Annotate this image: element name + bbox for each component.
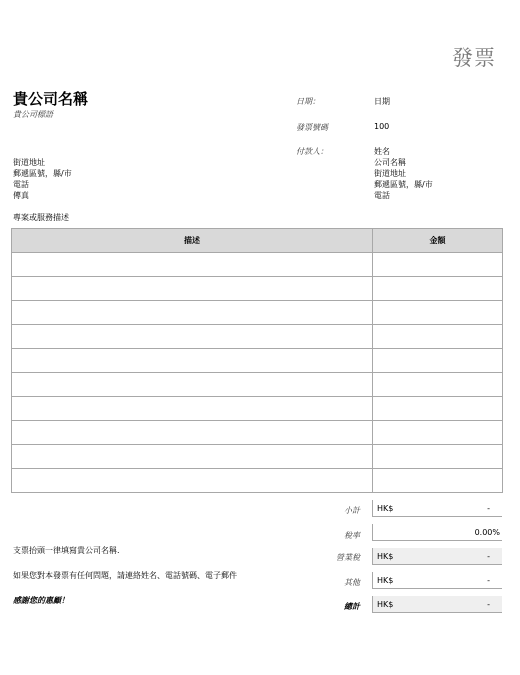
questions-note: 如果您對本發票有任何問題，請連絡姓名、電話號碼、電子郵件 <box>13 571 237 580</box>
table-row <box>12 373 503 397</box>
amount-cell[interactable] <box>373 421 503 445</box>
payer-label: 付款人： <box>296 147 328 156</box>
amount-cell[interactable] <box>373 253 503 277</box>
payer-phone: 電話 <box>374 191 390 200</box>
project-description-label: 專案或服務描述 <box>13 213 69 222</box>
description-cell[interactable] <box>12 397 373 421</box>
amount-cell[interactable] <box>373 373 503 397</box>
business-tax-label: 營業稅 <box>336 553 360 562</box>
sender-phone: 電話 <box>13 180 29 189</box>
sender-fax: 傳真 <box>13 191 29 200</box>
amount-cell[interactable] <box>373 469 503 493</box>
description-cell[interactable] <box>12 349 373 373</box>
amount-cell[interactable] <box>373 397 503 421</box>
table-row <box>12 469 503 493</box>
description-cell[interactable] <box>12 301 373 325</box>
description-cell[interactable] <box>12 253 373 277</box>
invoice-number-value: 100 <box>374 122 390 131</box>
tax-rate-value: 0.00% <box>474 528 500 537</box>
thanks-note: 感謝您的惠顧！ <box>13 596 69 605</box>
date-value: 日期 <box>374 97 390 106</box>
sender-street: 街道地址 <box>13 158 45 167</box>
total-box <box>372 596 502 613</box>
invoice-title: 發票 <box>452 46 496 70</box>
other-box <box>372 572 502 589</box>
payable-note: 支票抬頭一律填寫貴公司名稱. <box>13 546 120 555</box>
table-row <box>12 349 503 373</box>
description-cell[interactable] <box>12 325 373 349</box>
table-row <box>12 253 503 277</box>
table-row <box>12 421 503 445</box>
payer-street: 街道地址 <box>374 169 406 178</box>
table-row <box>12 325 503 349</box>
total-value: - <box>487 600 490 609</box>
tax-rate-label: 稅率 <box>344 531 360 540</box>
amount-cell[interactable] <box>373 277 503 301</box>
tax-rate-box <box>372 524 502 541</box>
description-cell[interactable] <box>12 469 373 493</box>
description-cell[interactable] <box>12 373 373 397</box>
other-value: - <box>487 576 490 585</box>
line-items-table <box>11 228 503 493</box>
company-slogan: 貴公司標語 <box>13 110 53 119</box>
business-tax-box <box>372 548 502 565</box>
amount-cell[interactable] <box>373 349 503 373</box>
invoice-number-label: 發票號碼 <box>296 123 328 132</box>
other-currency: HK$ <box>377 576 394 585</box>
description-cell[interactable] <box>12 445 373 469</box>
table-row <box>12 445 503 469</box>
description-cell[interactable] <box>12 277 373 301</box>
total-currency: HK$ <box>377 600 394 609</box>
description-header: 描述 <box>12 229 373 253</box>
subtotal-box <box>372 500 502 517</box>
amount-header: 金額 <box>373 229 503 253</box>
other-label: 其他 <box>344 578 360 587</box>
business-tax-currency: HK$ <box>377 552 394 561</box>
payer-name: 姓名 <box>374 147 390 156</box>
sender-address <box>13 157 72 201</box>
amount-cell[interactable] <box>373 325 503 349</box>
sender-postal-city: 郵遞區號，縣/市 <box>13 169 72 178</box>
table-row <box>12 277 503 301</box>
payer-postal-city: 郵遞區號，縣/市 <box>374 180 433 189</box>
date-label: 日期： <box>296 97 320 106</box>
total-label: 總計 <box>344 602 360 611</box>
subtotal-label: 小計 <box>344 506 360 515</box>
subtotal-value: - <box>487 504 490 513</box>
table-row <box>12 301 503 325</box>
amount-cell[interactable] <box>373 301 503 325</box>
table-header-row <box>12 229 503 253</box>
table-row <box>12 397 503 421</box>
amount-cell[interactable] <box>373 445 503 469</box>
subtotal-currency: HK$ <box>377 504 394 513</box>
description-cell[interactable] <box>12 421 373 445</box>
payer-company: 公司名稱 <box>374 158 406 167</box>
company-name: 貴公司名稱 <box>13 90 89 108</box>
business-tax-value: - <box>487 552 490 561</box>
payer-address <box>374 146 433 201</box>
